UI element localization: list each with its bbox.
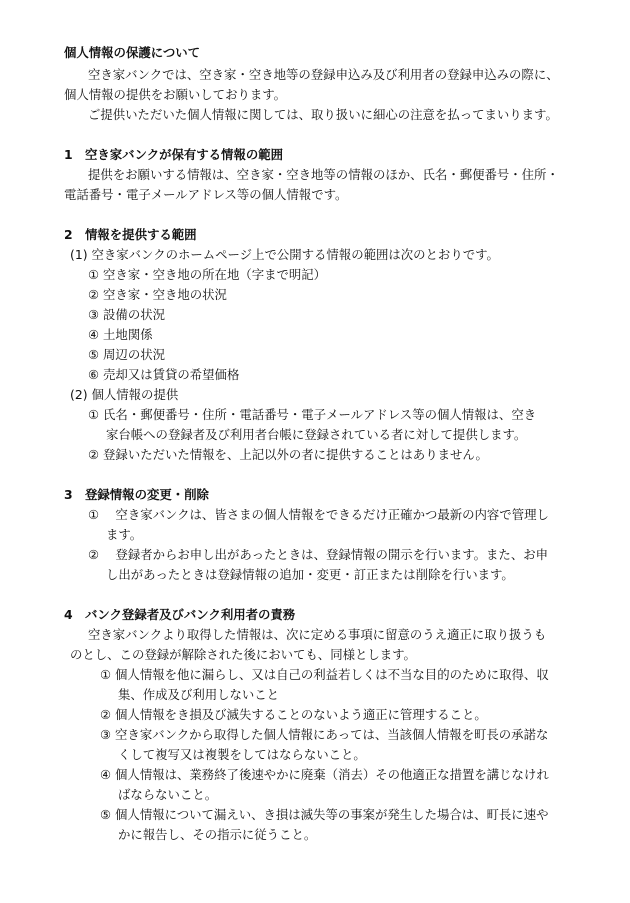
section-2-provision-1-line-1: ① 氏名・郵便番号・住所・電話番号・電子メールアドレス等の個人情報は、空き [88, 407, 537, 422]
section-3-item-2-line-2: し出があったときは登録情報の追加・変更・訂正または削除を行います。 [106, 567, 514, 582]
section-3-item-1-line-2: ます。 [106, 527, 143, 542]
document-title: 個人情報の保護について [64, 45, 201, 60]
section-1-line-1: 提供をお願いする情報は、空き家・空き地等の情報のほか、氏名・郵便番号・住所・ [88, 167, 559, 182]
section-4-item-1-line-1: ① 個人情報を他に漏らし、又は自己の利益若しくは不当な目的のために取得、収 [100, 667, 549, 682]
section-2-item-1: ① 空き家・空き地の所在地（字まで明記） [88, 267, 327, 282]
section-2-item-5: ⑤ 周辺の状況 [88, 347, 165, 362]
section-4-item-2: ② 個人情報をき損及び滅失することのないよう適正に管理すること。 [100, 707, 487, 722]
section-2-item-3: ③ 設備の状況 [88, 307, 165, 322]
section-2-item-2: ② 空き家・空き地の状況 [88, 287, 227, 302]
section-1-line-2: 電話番号・電子メールアドレス等の個人情報です。 [64, 187, 348, 202]
section-2-provision-1-line-2: 家台帳への登録者及び利用者台帳に登録されている者に対して提供します。 [106, 427, 527, 442]
section-3-item-1-line-1: ① 空き家バンクは、皆さまの個人情報をできるだけ正確かつ最新の内容で管理し [88, 507, 549, 522]
section-3-title: 3 登録情報の変更・削除 [64, 487, 209, 502]
section-2-item-6: ⑥ 売却又は賃貸の希望価格 [88, 367, 240, 382]
section-2-item-4: ④ 土地関係 [88, 327, 153, 342]
section-2-sub-1: (1) 空き家バンクのホームページ上で公開する情報の範囲は次のとおりです。 [70, 247, 499, 262]
section-2-sub-2: (2) 個人情報の提供 [70, 387, 179, 402]
section-3-item-2-line-1: ② 登録者からお申し出があったときは、登録情報の開示を行います。また、お申 [88, 547, 548, 562]
section-4-item-1-line-2: 集、作成及び利用しないこと [118, 687, 280, 702]
section-2-title: 2 情報を提供する範囲 [64, 227, 197, 242]
section-4-item-4-line-2: ばならないこと。 [118, 787, 218, 802]
section-2-provision-2: ② 登録いただいた情報を、上記以外の者に提供することはありません。 [88, 447, 488, 462]
section-4-item-3-line-1: ③ 空き家バンクから取得した個人情報にあっては、当該個人情報を町長の承諾な [100, 727, 549, 742]
section-4-intro-line-1: 空き家バンクより取得した情報は、次に定める事項に留意のうえ適正に取り扱うも [88, 627, 547, 642]
intro-line-2: 個人情報の提供をお願いしております。 [64, 87, 287, 102]
section-4-item-5-line-2: かに報告し、その指示に従うこと。 [118, 827, 317, 842]
section-4-title: 4 バンク登録者及びバンク利用者の責務 [64, 607, 296, 622]
section-4-item-5-line-1: ⑤ 個人情報について漏えい、き損は滅失等の事案が発生した場合は、町長に速や [100, 807, 549, 822]
intro-line-1: 空き家バンクでは、空き家・空き地等の登録申込み及び利用者の登録申込みの際に、 [88, 67, 559, 82]
section-1-title: 1 空き家バンクが保有する情報の範囲 [64, 147, 284, 162]
section-4-item-4-line-1: ④ 個人情報は、業務終了後速やかに廃棄（消去）その他適正な措置を講じなけれ [100, 767, 549, 782]
section-4-item-3-line-2: くして複写又は複製をしてはならないこと。 [118, 747, 366, 762]
intro-line-3: ご提供いただいた個人情報に関しては、取り扱いに細心の注意を払ってまいります。 [88, 107, 558, 122]
section-4-intro-line-2: のとし、この登録が解除された後においても、同様とします。 [70, 647, 416, 662]
